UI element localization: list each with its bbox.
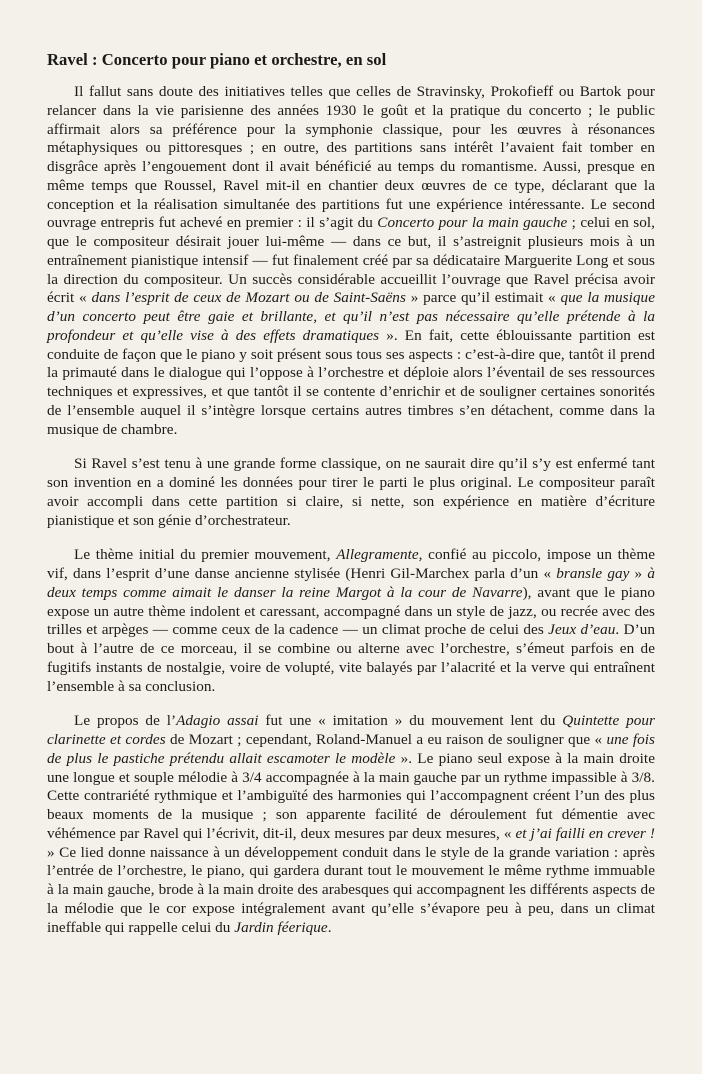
italic-text: que la musique d’un concerto peut être gaie et brillante, et qu’il n’est pas nécessaire qu’elle prétende à la profondeur et qu’elle vise à des effets dramatiques [47,289,655,344]
text-run: » Ce lied donne naissance à un développement conduit dans le style de la grande variation : après l’entrée de l’orchestre, le piano, qui gardera durant tout le mouvement le même rythme immuable à la main gauche, brode à la main droite des arabesques qui accompagnent les différents aspects de la mélodie que le cor expose intégralement avant qu’elle s’évapore peu à peu, dans un climat ineffable qui rappelle celui du [47,843,655,936]
text-run: Il fallut sans doute des initiatives telles que celles de Stravinsky, Prokofieff ou Bartok pour relancer dans la vie parisienne des années 1930 le goût et la pratique du concerto ; le public affirmait alors sa préférence pour la symphonie classique, pour les œuvres à résonances métaphysiques ou pittoresques ; en outre, des partitions sans intérêt l’avaient fait tomber en disgrâce après l’engouement dont il avait bénéficié au temps du romantisme. Aussi, presque en même temps que Roussel, Ravel mit-il en chantier deux œuvres de ce type, déclarant que la conception et la réalisation simultanée des partitions fut une expérience intéressante. Le second ouvrage entrepris fut achevé en premier : il s’agit du [47,83,655,232]
italic-text: Jardin féerique [234,918,328,936]
text-run: » [629,565,648,582]
italic-text: une fois de plus le pastiche prétendu allait escamoter le modèle [47,731,655,767]
italic-text: Adagio assai [176,712,259,730]
text-run: » parce qu’il estimait « [405,289,561,307]
text-run: . D’un bout à l’autre de ce morceau, il se combine ou alterne avec l’orchestre, s’émeut parfois en de fugitifs instants de nostalgie, voire de volupté, vite balayés par l’alacrité et la verve qui entraînent l’ensemble à sa conclusion. [47,621,655,695]
italic-text: Allegramente, [336,546,423,564]
document-page [47,50,655,937]
body-text [47,83,655,937]
page-title: Ravel : Concerto pour piano et orchestre, en sol [47,50,387,69]
italic-text: Jeux d’eau [548,621,616,639]
paragraph [47,455,655,530]
text-run: fut une « imitation » du mouvement lent du [258,712,563,730]
text-run: ), avant que le piano expose un autre thème indolent et caressant, accompagné dans un style de jazz, ou recrée avec des trilles et arpèges — comme ceux de la cadence — un climat proche de celui des [47,583,655,639]
italic-text: Concerto pour la main gauche [377,214,568,232]
paragraph [47,83,655,439]
text-run: Le thème initial du premier mouvement, [74,546,337,564]
text-run: Le propos de l’ [74,712,177,730]
text-run: . [327,918,332,936]
italic-text: bransle gay [556,565,630,582]
italic-text: Quintette pour clarinette et cordes [47,712,655,748]
text-run: Si Ravel s’est tenu à une grande forme classique, on ne saurait dire qu’il s’y est enfermé tant son invention en a dominé les données pour tirer le parti le plus original. Le compositeur paraît avoir accompli dans cette partition si claire, si nette, son expérience en matière d’écriture pianistique et son génie d’orchestrateur. [47,455,655,529]
paragraph [47,546,655,696]
italic-text: dans l’esprit de ceux de Mozart ou de Saint-Saëns [91,289,406,307]
italic-text: à deux temps comme aimait le danser la reine Margot à la cour de Navarre [47,565,655,601]
text-run: ». Le piano seul expose à la main droite une longue et souple mélodie à 3/4 accompagnée à la main gauche par un rythme impassible à 3/8. Cette contrariété rythmique et l’ambiguïté des harmonies qui l’accompagnent créent l’un des plus beaux moments de la musique ; son apparente facilité de déroulement fut démentie avec véhémence par Ravel qui l’écrivit, dit-il, deux mesures par deux mesures, « [47,749,655,842]
italic-text: et j’ai failli en crever ! [515,824,655,842]
text-run: confié au piccolo, impose un thème vif, dans l’esprit d’une danse ancienne stylisée (Henri Gil-Marchex parla d’un « [47,546,656,582]
text-run: ; celui en sol, que le compositeur désirait jouer lui-même — dans ce but, il s’astreignit plusieurs mois à un entraînement pianistique intensif — fut finalement créé par sa dédicataire Marguerite Long et sous la direction du compositeur. Un succès considérable accueillit l’ouvrage que Ravel précisa avoir écrit « [47,214,656,307]
text-run: ». En fait, cette éblouissante partition est conduite de façon que le piano y soit présent sous tous ses aspects : c’est-à-dire que, tantôt il prend la primauté dans le dialogue qui l’oppose à l’orchestre et déploie alors l’éventail de ses ressources techniques et expressives, et que tantôt il se contente d’enrichir et de souligner certaines sonorités de l’ensemble auquel il s’intègre lorsque certains autres timbres s’en détachent, comme dans la musique de chambre. [47,326,655,438]
paragraph [47,712,655,937]
text-run: de Mozart ; cependant, Roland-Manuel a eu raison de souligner que « [165,731,607,748]
